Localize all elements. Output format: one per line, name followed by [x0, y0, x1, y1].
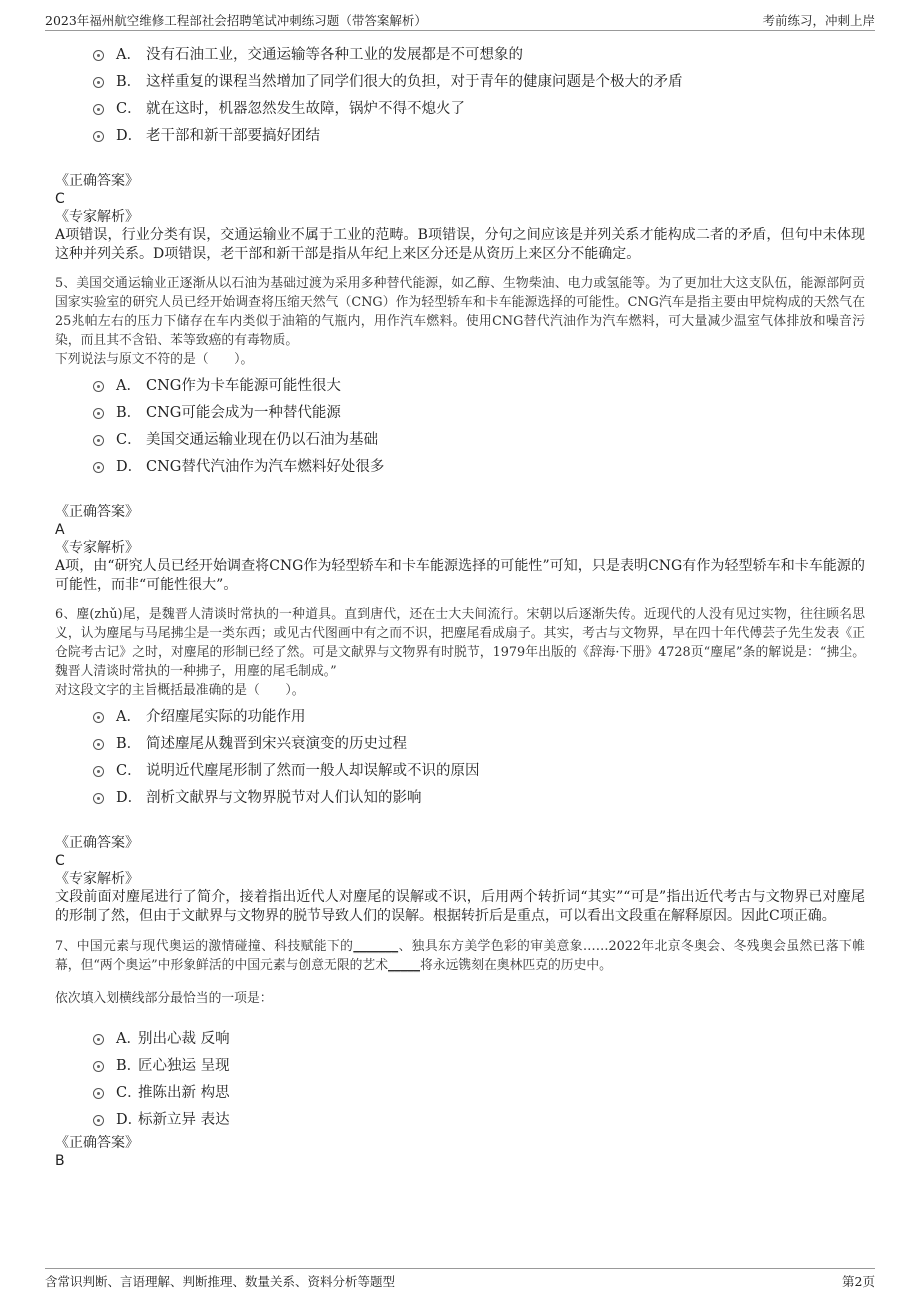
page-footer: [45, 1268, 875, 1291]
q7-prompt: 依次填入划横线部分最恰当的一项是：: [55, 991, 273, 1006]
radio-icon[interactable]: [93, 1088, 104, 1099]
radio-icon[interactable]: [93, 793, 104, 804]
footer-note: 含常识判断、言语理解、判断推理、数量关系、资料分析等题型: [45, 1274, 396, 1289]
radio-icon[interactable]: [93, 435, 104, 446]
q6-stem: 6、麈(zhǔ)尾，是魏晋人清谈时常执的一种道具。直到唐代，还在士大夫间流行。宋朝以后逐渐失传。近现代的人没有见过实物，往往顾名思义，认为麈尾与马尾拂尘是一类东西；或见古代图画中有之而不识，把麈尾看成扇子。其实，考古与文物界，早在四十年代傅芸子先生发表《正仓院考古记》之时，对麈尾的形制已经了然。可是文献界与文物界有时脱节，1979年出版的《辞海·下册》4728页“麈尾”条的解说是：“拂尘。魏晋人清谈时常执的一种拂子，用麈的尾毛制成。”: [55, 607, 865, 679]
q6-option-b[interactable]: B． 简述麈尾从魏晋到宋兴衰演变的历史过程: [93, 729, 865, 756]
radio-icon[interactable]: [93, 381, 104, 392]
q6-answer: C: [55, 853, 65, 869]
page-content: [55, 40, 865, 1170]
q6-analysis: 文段前面对麈尾进行了简介，接着指出近代人对麈尾的误解或不识，后用两个转折词“其实”“可是”指出近代考古与文物界已对麈尾的形制了然，但由于文献界与文物界的脱节导致人们的误解。根据转折后是重点，可以看出文段重在解释原因。因此C项正确。: [55, 889, 865, 924]
header-slogan: 考前练习，冲刺上岸: [762, 13, 875, 28]
q4-option-b[interactable]: B． 这样重复的课程当然增加了同学们很大的负担，对于青年的健康问题是个极大的矛盾: [93, 67, 865, 94]
q5-option-c[interactable]: C． 美国交通运输业现在仍以石油为基础: [93, 425, 865, 452]
q5-option-d[interactable]: D． CNG替代汽油作为汽车燃料好处很多: [93, 452, 865, 479]
radio-icon[interactable]: [93, 739, 104, 750]
q7-option-a[interactable]: A． 别出心裁 反响: [93, 1024, 865, 1051]
page-number: 第2页: [842, 1274, 875, 1289]
q6-prompt: 对这段文字的主旨概括最准确的是（ ）。: [55, 683, 305, 698]
radio-icon[interactable]: [93, 131, 104, 142]
q7-blank-2: _____: [388, 958, 421, 973]
radio-icon[interactable]: [93, 1115, 104, 1126]
radio-icon[interactable]: [93, 77, 104, 88]
answer-label: 《正确答案》: [55, 504, 139, 520]
q4-answer: C: [55, 191, 65, 207]
analysis-label: 《专家解析》: [55, 209, 139, 225]
q4-options: [93, 40, 865, 148]
q5-option-a[interactable]: A． CNG作为卡车能源可能性很大: [93, 371, 865, 398]
q4-option-a[interactable]: A． 没有石油工业，交通运输等各种工业的发展都是不可想象的: [93, 40, 865, 67]
radio-icon[interactable]: [93, 462, 104, 473]
q5-answer: A: [55, 522, 65, 538]
q7-options: [93, 1024, 865, 1132]
q5-options: [93, 371, 865, 479]
answer-label: 《正确答案》: [55, 1135, 139, 1151]
q4-option-d[interactable]: D． 老干部和新干部要搞好团结: [93, 121, 865, 148]
q6-option-c[interactable]: C． 说明近代麈尾形制了然而一般人却误解或不识的原因: [93, 756, 865, 783]
q7-answer: B: [55, 1153, 65, 1169]
radio-icon[interactable]: [93, 1061, 104, 1072]
radio-icon[interactable]: [93, 408, 104, 419]
q7-option-d[interactable]: D． 标新立异 表达: [93, 1105, 865, 1132]
radio-icon[interactable]: [93, 766, 104, 777]
q4-option-c[interactable]: C． 就在这时，机器忽然发生故障，锅炉不得不熄火了: [93, 94, 865, 121]
document-title: 2023年福州航空维修工程部社会招聘笔试冲刺练习题（带答案解析）: [45, 13, 427, 28]
q4-analysis: A项错误，行业分类有误，交通运输业不属于工业的范畴。B项错误，分句之间应该是并列关系才能构成二者的矛盾，但句中未体现这种并列关系。D项错误，老干部和新干部是指从年纪上来区分还是从资历上来区分不能确定。: [55, 227, 865, 262]
q6-option-a[interactable]: A． 介绍麈尾实际的功能作用: [93, 702, 865, 729]
q6-option-d[interactable]: D． 剖析文献界与文物界脱节对人们认知的影响: [93, 783, 865, 810]
q7-blank-1: _______: [353, 939, 399, 954]
q7-option-c[interactable]: C． 推陈出新 构思: [93, 1078, 865, 1105]
answer-label: 《正确答案》: [55, 173, 139, 189]
analysis-label: 《专家解析》: [55, 540, 139, 556]
q7-option-b[interactable]: B． 匠心独运 呈现: [93, 1051, 865, 1078]
radio-icon[interactable]: [93, 712, 104, 723]
q6-options: [93, 702, 865, 810]
q5-prompt: 下列说法与原文不符的是（ ）。: [55, 352, 254, 367]
radio-icon[interactable]: [93, 50, 104, 61]
radio-icon[interactable]: [93, 1034, 104, 1045]
page-header: [45, 8, 875, 31]
q7-stem: 7、中国元素与现代奥运的激情碰撞、科技赋能下的_______、独具东方美学色彩的审美意象……2022年北京冬奥会、冬残奥会虽然已落下帷幕，但“两个奥运”中形象鲜活的中国元素与创意无限的艺术_____将永远镌刻在奥林匹克的历史中。: [55, 939, 865, 973]
q5-stem: 5、美国交通运输业正逐渐从以石油为基础过渡为采用多种替代能源，如乙醇、生物柴油、电力或氢能等。为了更加壮大这支队伍，能源部阿贡国家实验室的研究人员已经开始调查将压缩天然气（CNG）作为轻型轿车和卡车能源选择的可能性。CNG汽车是指主要由甲烷构成的天然气在25兆帕左右的压力下储存在车内类似于油箱的气瓶内，用作汽车燃料。使用CNG替代汽油作为汽车燃料，可大量减少温室气体排放和噪音污染，而且其不含铅、苯等致癌的有毒物质。: [55, 276, 865, 348]
radio-icon[interactable]: [93, 104, 104, 115]
analysis-label: 《专家解析》: [55, 871, 139, 887]
answer-label: 《正确答案》: [55, 835, 139, 851]
q5-analysis: A项，由“研究人员已经开始调查将CNG作为轻型轿车和卡车能源选择的可能性”可知，只是表明CNG有作为轻型轿车和卡车能源的可能性，而非“可能性很大”。: [55, 558, 865, 593]
q5-option-b[interactable]: B． CNG可能会成为一种替代能源: [93, 398, 865, 425]
